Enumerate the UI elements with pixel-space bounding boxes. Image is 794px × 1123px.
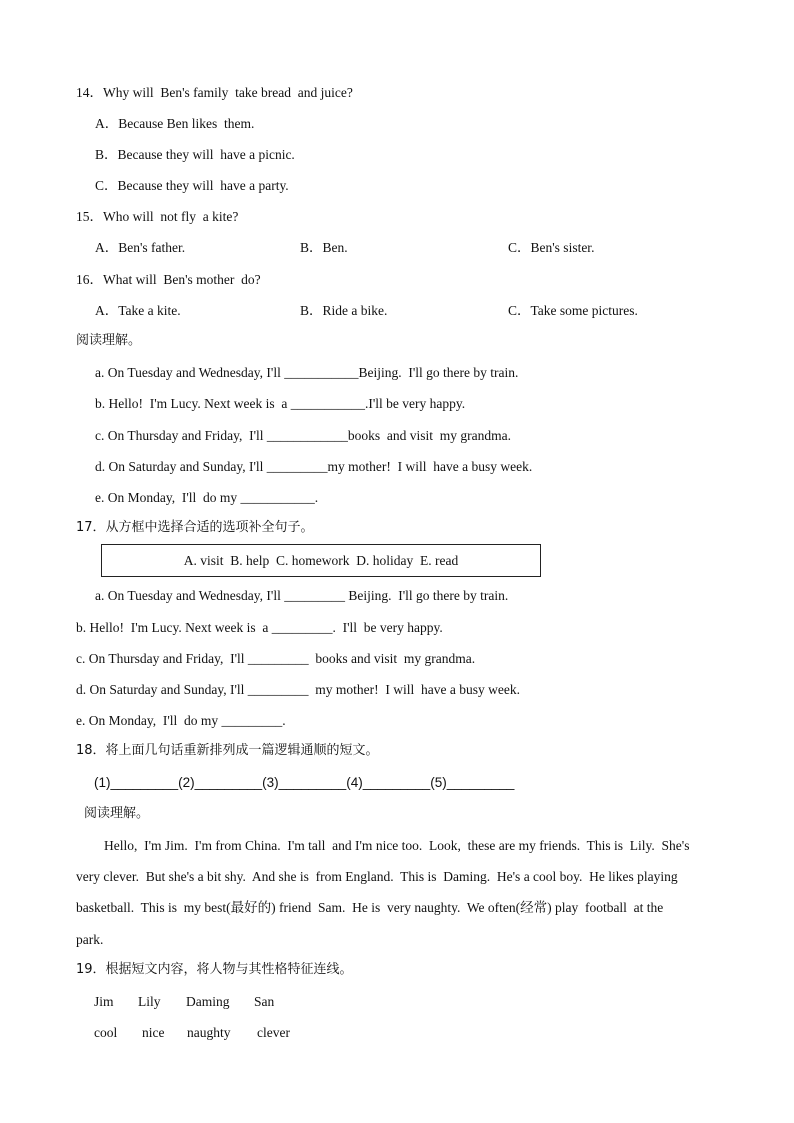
q17-line-d: d. On Saturday and Sunday, I'll _________ my mother! I will have a busy week. bbox=[76, 682, 520, 697]
q16-question: 16．What will Ben's mother do? bbox=[76, 272, 261, 287]
q19-name-jim: Jim bbox=[94, 994, 114, 1009]
q17-options-box bbox=[101, 544, 541, 577]
q19-name-san: San bbox=[254, 994, 275, 1009]
passage1-line-a: a. On Tuesday and Wednesday, I'll ___________Beijing. I'll go there by train. bbox=[95, 365, 519, 380]
section-title-reading-1: 阅读理解。 bbox=[76, 333, 142, 348]
passage1-line-c: c. On Thursday and Friday, I'll ____________books and visit my grandma. bbox=[95, 428, 512, 443]
q14-option-b: B．Because they will have a picnic. bbox=[95, 147, 295, 162]
q15-option-b: B．Ben. bbox=[300, 240, 348, 255]
q16-option-b: B．Ride a bike. bbox=[300, 303, 388, 318]
q16-option-a: A．Take a kite. bbox=[95, 303, 181, 318]
q19-trait-naughty: naughty bbox=[187, 1025, 231, 1040]
passage2-line-2: very clever. But she's a bit shy. And she is from England. This is Daming. He's a cool boy. He likes playing bbox=[76, 869, 678, 884]
q15-question: 15．Who will not fly a kite? bbox=[76, 209, 239, 224]
q17-question: 17．从方框中选择合适的选项补全句子。 bbox=[76, 520, 314, 535]
section-title-reading-2: 阅读理解。 bbox=[84, 806, 150, 821]
q14-option-c: C．Because they will have a party. bbox=[95, 178, 289, 193]
q18-answer-blanks: (1)_________(2)_________(3)_________(4)_________(5)_________ bbox=[94, 775, 515, 790]
passage1-line-d: d. On Saturday and Sunday, I'll _________my mother! I will have a busy week. bbox=[95, 459, 533, 474]
q17-options-text: A. visit B. help C. homework D. holiday E. read bbox=[183, 553, 459, 568]
q16-option-c: C．Take some pictures. bbox=[508, 303, 638, 318]
q19-question: 19．根据短文内容，将人物与其性格特征连线。 bbox=[76, 962, 353, 977]
q19-name-daming: Daming bbox=[186, 994, 230, 1009]
q19-trait-cool: cool bbox=[94, 1025, 118, 1040]
q19-trait-clever: clever bbox=[257, 1025, 290, 1040]
q17-line-e: e. On Monday, I'll do my _________. bbox=[76, 713, 286, 728]
q17-line-c: c. On Thursday and Friday, I'll _________ books and visit my grandma. bbox=[76, 651, 476, 666]
q14-option-a: A．Because Ben likes them. bbox=[95, 116, 255, 131]
q15-option-a: A．Ben's father. bbox=[95, 240, 186, 255]
q17-line-b: b. Hello! I'm Lucy. Next week is a _________. I'll be very happy. bbox=[76, 620, 443, 635]
q19-name-lily: Lily bbox=[138, 994, 161, 1009]
q18-question: 18．将上面几句话重新排列成一篇逻辑通顺的短文。 bbox=[76, 743, 379, 758]
passage1-line-e: e. On Monday, I'll do my ___________. bbox=[95, 490, 319, 505]
passage2-line-4: park. bbox=[76, 932, 104, 947]
passage2-line-3: basketball. This is my best(最好的) friend Sam. He is very naughty. We often(经常) play football at the bbox=[76, 900, 664, 915]
passage2-line-1: Hello, I'm Jim. I'm from China. I'm tall and I'm nice too. Look, these are my friends. This is Lily. She's bbox=[104, 838, 690, 853]
passage1-line-b: b. Hello! I'm Lucy. Next week is a ___________.I'll be very happy. bbox=[95, 396, 466, 411]
q14-question: 14．Why will Ben's family take bread and juice? bbox=[76, 85, 353, 100]
q17-line-a: a. On Tuesday and Wednesday, I'll _________ Beijing. I'll go there by train. bbox=[95, 588, 509, 603]
q15-option-c: C．Ben's sister. bbox=[508, 240, 595, 255]
q19-trait-nice: nice bbox=[142, 1025, 165, 1040]
